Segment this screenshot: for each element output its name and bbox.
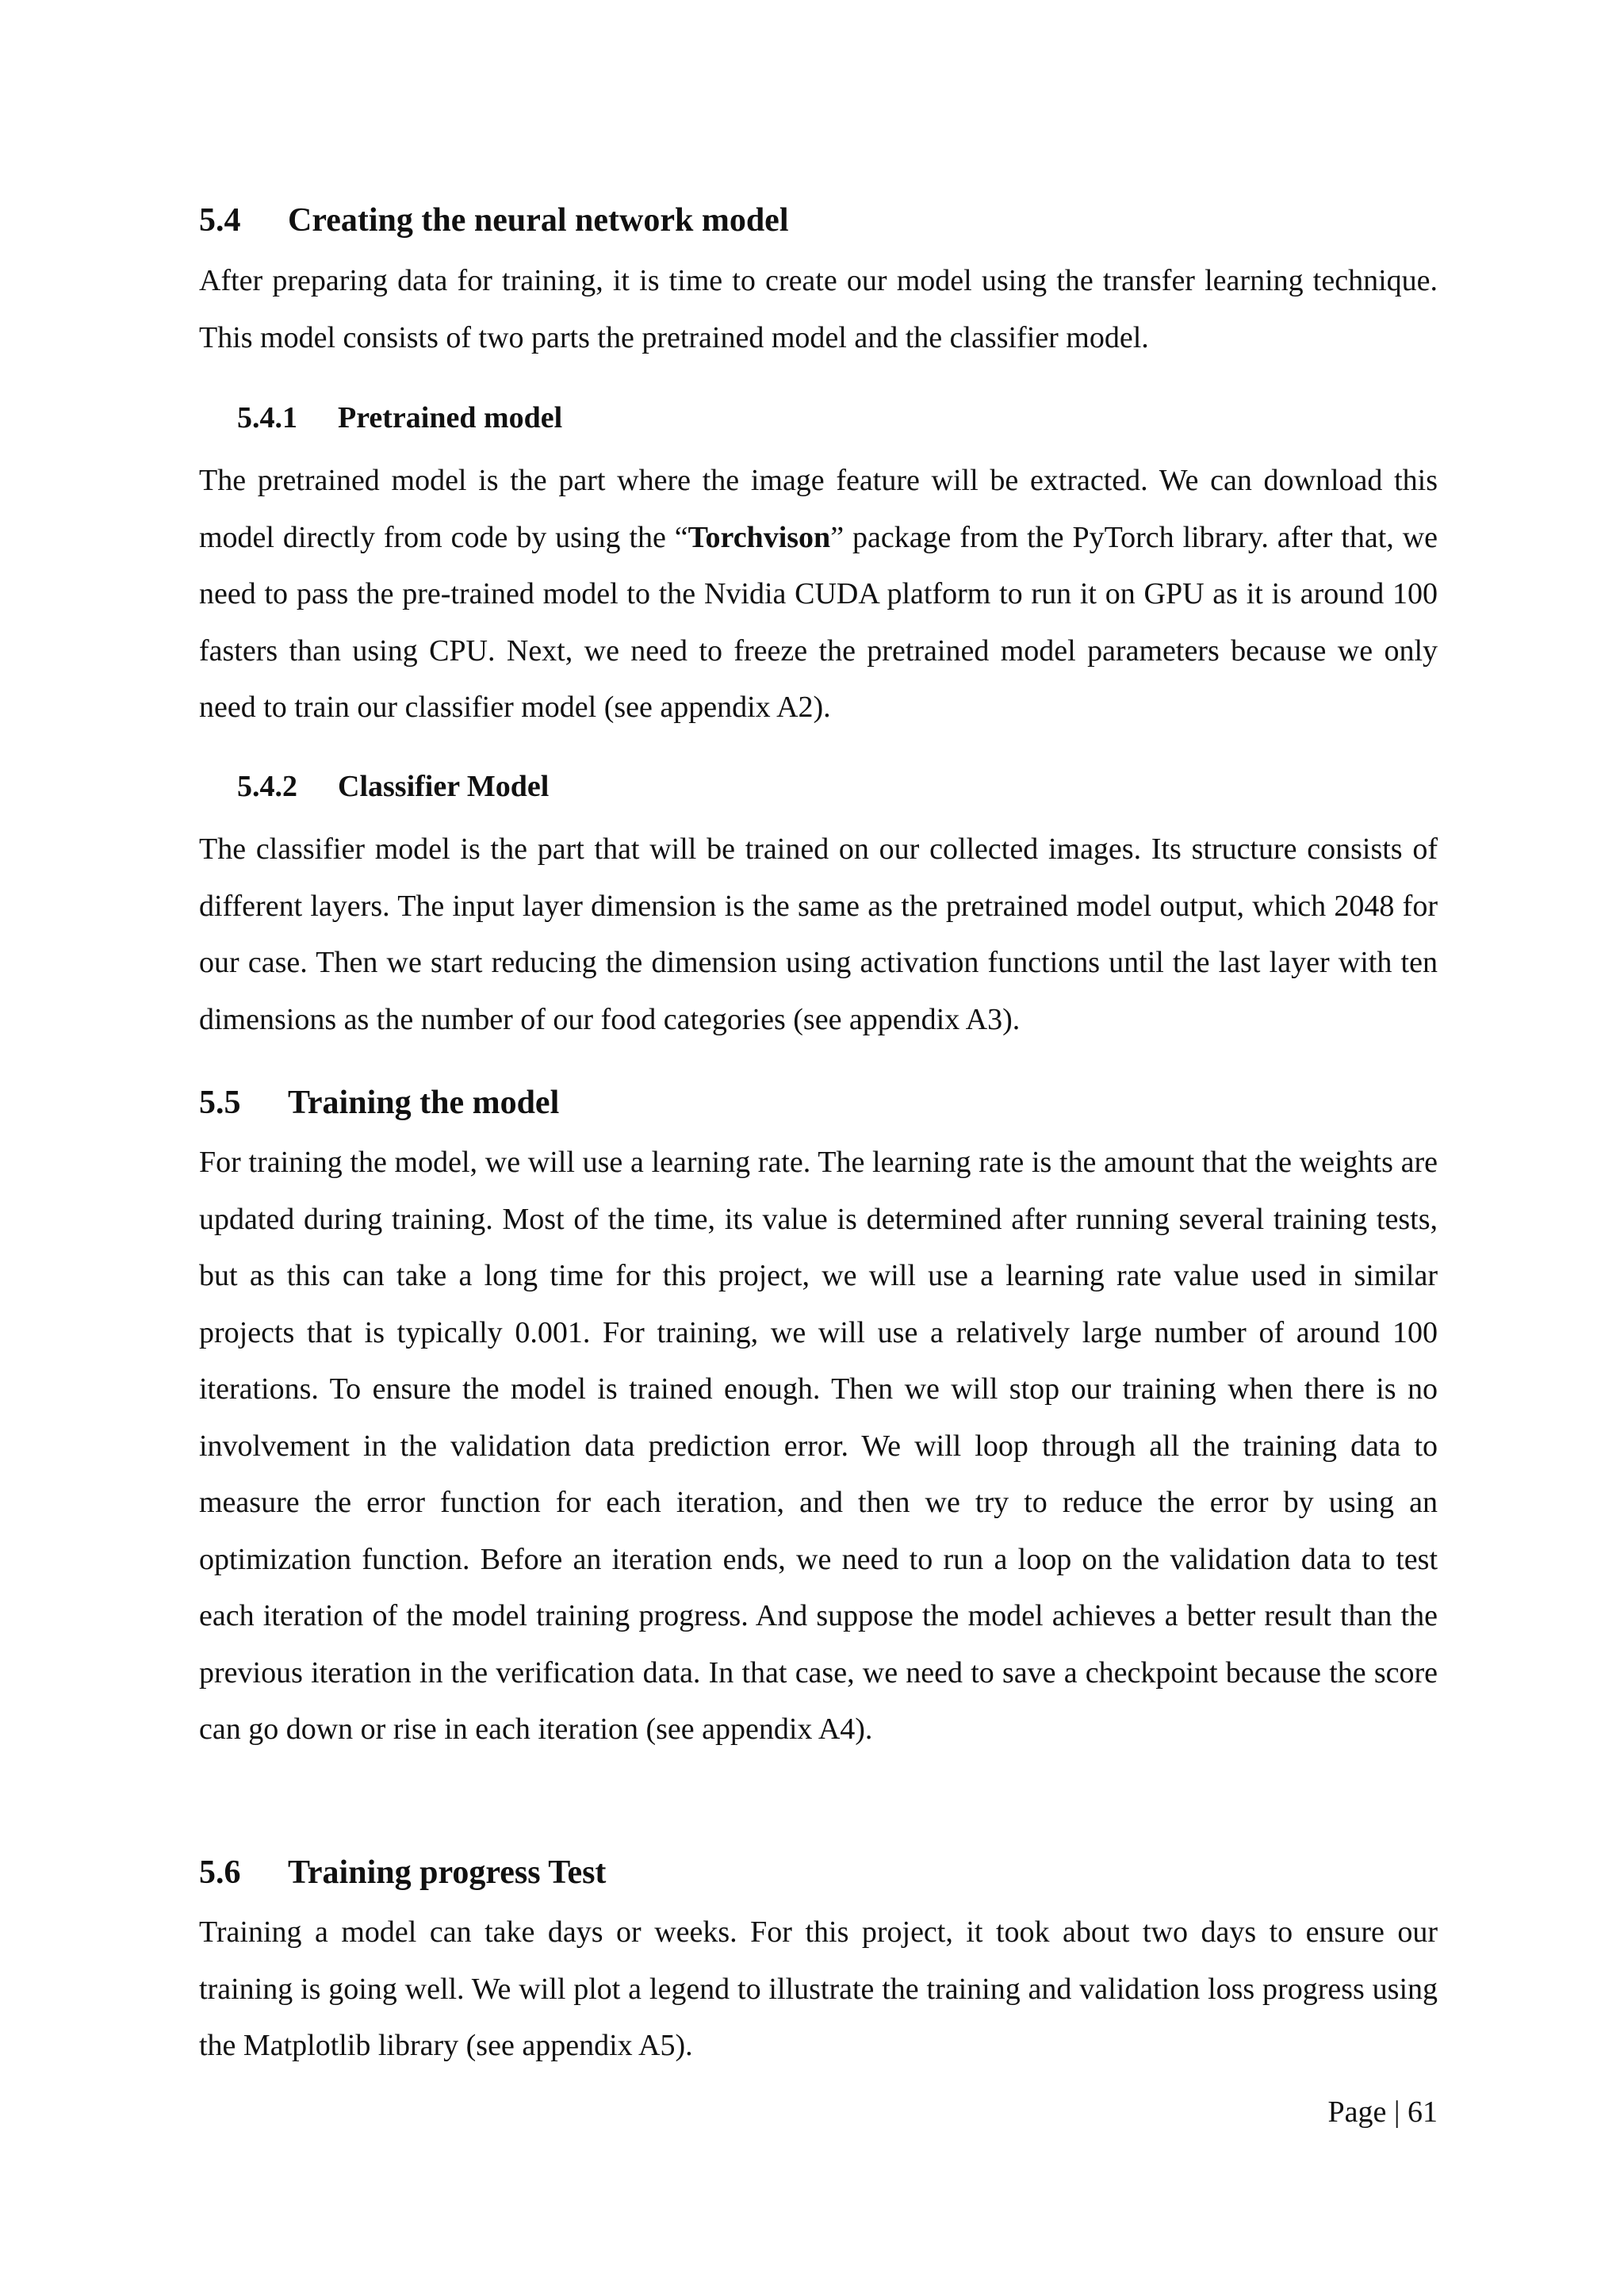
subsection-number: 5.4.1 xyxy=(237,401,297,434)
paragraph-text-end: ” package from the PyTorch library. after that, we need to pass the pre-trained model to the Nvidia CUDA platform to run it on GPU as it is around 100 fasters than using CPU. Next, we need to freeze the pretrained model parameters because we only need to train our classifier model (see appendix A2). xyxy=(199,520,1438,724)
package-name: Torchvison xyxy=(688,520,831,554)
section-paragraph-5-6: Training a model can take days or weeks. For this project, it took about two days to ensure our training is going well. We will plot a legend to illustrate the training and validation loss progress using the Matplotlib library (see appendix A5). xyxy=(199,1915,1438,2062)
document-page xyxy=(199,0,1438,2296)
section-number: 5.4 xyxy=(199,202,241,239)
section-title: Training the model xyxy=(288,1085,560,1121)
section-heading-5-4 xyxy=(199,200,789,241)
section-number: 5.5 xyxy=(199,1085,241,1121)
subsection-paragraph-5-4-2: The classifier model is the part that will be trained on our collected images. Its structure consists of different layers. The input layer dimension is the same as the pretrained model output, which 2048 for our case. Then we start reducing the dimension using activation functions until the last layer with ten dimensions as the number of our food categories (see appendix A3). xyxy=(199,832,1438,1036)
subsection-title: Pretrained model xyxy=(338,401,563,434)
section-heading-5-6 xyxy=(199,1852,606,1893)
section-paragraph-5-5: For training the model, we will use a learning rate. The learning rate is the amount that the weights are updated during training. Most of the time, its value is determined after running several training tests, but as this can take a long time for this project, we will use a learning rate value used in similar projects that is typically 0.001. For training, we will use a relatively large number of around 100 iterations. To ensure the model is trained enough. Then we will stop our training when there is no involvement in the validation data prediction error. We will loop through all the training data to measure the error function for each iteration, and then we try to reduce the error by using an optimization function. Before an iteration ends, we need to run a loop on the validation data to test each iteration of the model training progress. And suppose the model achieves a better result than the previous iteration in the verification data. In that case, we need to save a checkpoint because the score can go down or rise in each iteration (see appendix A4). xyxy=(199,1146,1438,1746)
section-heading-5-5 xyxy=(199,1082,559,1123)
section-title: Training progress Test xyxy=(288,1854,607,1891)
section-title: Creating the neural network model xyxy=(288,202,789,239)
subsection-title: Classifier Model xyxy=(338,770,550,803)
subsection-heading-5-4-2 xyxy=(237,767,549,806)
paragraph-text-start: The pretrained model is the part where the image feature will be extracted. We can download this model directly from code by using the “ xyxy=(199,464,1438,554)
page-number: Page | 61 xyxy=(1327,2095,1438,2129)
subsection-number: 5.4.2 xyxy=(237,770,297,803)
subsection-paragraph-5-4-1 xyxy=(199,453,1438,737)
section-number: 5.6 xyxy=(199,1854,241,1891)
subsection-heading-5-4-1 xyxy=(237,399,562,437)
section-paragraph-5-4: After preparing data for training, it is time to create our model using the transfer learning technique. This model consists of two parts the pretrained model and the classifier model. xyxy=(199,264,1438,354)
